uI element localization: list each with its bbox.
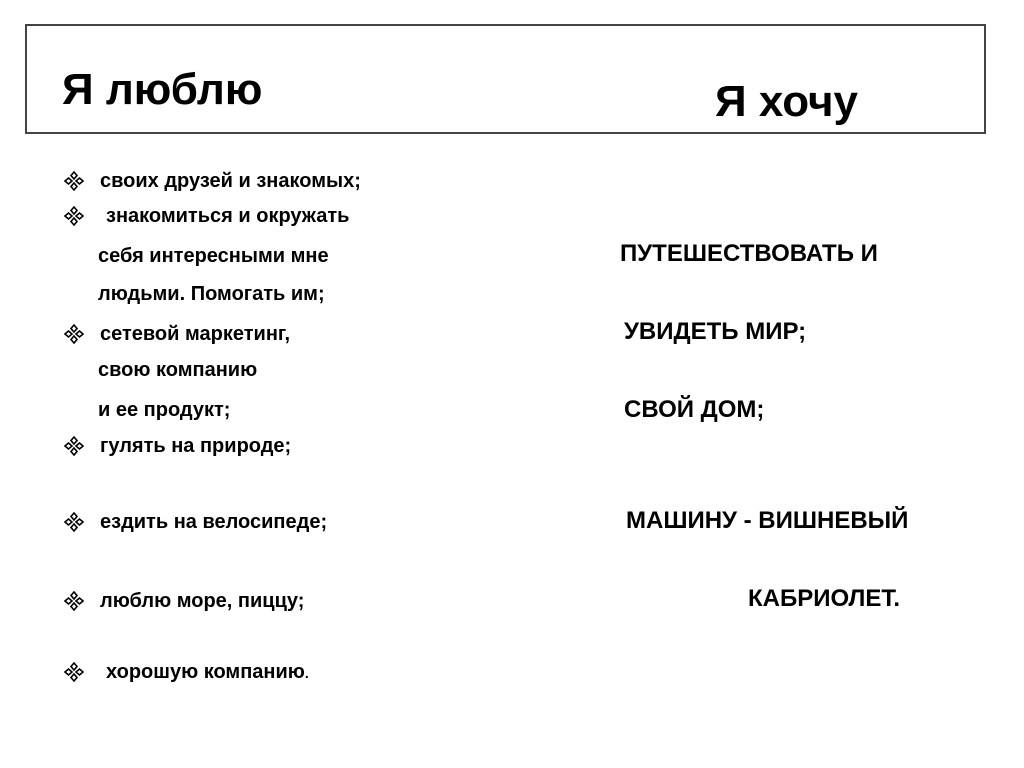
love-item-meet-line2: себя интересными мне	[98, 245, 329, 267]
love-item-meet: знакомиться и окружать	[106, 205, 350, 227]
title-love: Я люблю	[62, 65, 263, 114]
title-want: Я хочу	[715, 77, 859, 126]
four-diamond-bullet-icon	[64, 512, 84, 532]
four-diamond-bullet-icon	[64, 206, 84, 226]
love-item-network-marketing: сетевой маркетинг,	[100, 323, 291, 345]
love-item-sea-pizza: люблю море, пиццу;	[100, 590, 305, 612]
four-diamond-bullet-icon	[64, 171, 84, 191]
four-diamond-bullet-icon	[64, 591, 84, 611]
four-diamond-bullet-icon	[64, 436, 84, 456]
want-see-world: УВИДЕТЬ МИР;	[624, 318, 807, 345]
love-item-network-line3: и ее продукт;	[98, 399, 231, 421]
love-item-meet-line3: людьми. Помогать им;	[98, 283, 325, 305]
love-item-company-text: хорошую компанию	[106, 661, 305, 683]
want-car: МАШИНУ - ВИШНЕВЫЙ	[626, 507, 909, 534]
love-item-bicycle: ездить на велосипеде;	[100, 511, 328, 533]
love-item-company	[106, 660, 309, 685]
four-diamond-bullet-icon	[64, 324, 84, 344]
love-item-network-line2: свою компанию	[98, 359, 258, 381]
love-item-friends: своих друзей и знакомых;	[100, 170, 361, 192]
four-diamond-bullet-icon	[64, 662, 84, 682]
love-item-nature: гулять на природе;	[100, 435, 292, 457]
want-house: СВОЙ ДОМ;	[624, 396, 765, 423]
want-convertible: КАБРИОЛЕТ.	[748, 585, 901, 612]
love-item-company-dot: .	[304, 665, 309, 681]
want-travel: ПУТЕШЕСТВОВАТЬ И	[620, 240, 878, 267]
